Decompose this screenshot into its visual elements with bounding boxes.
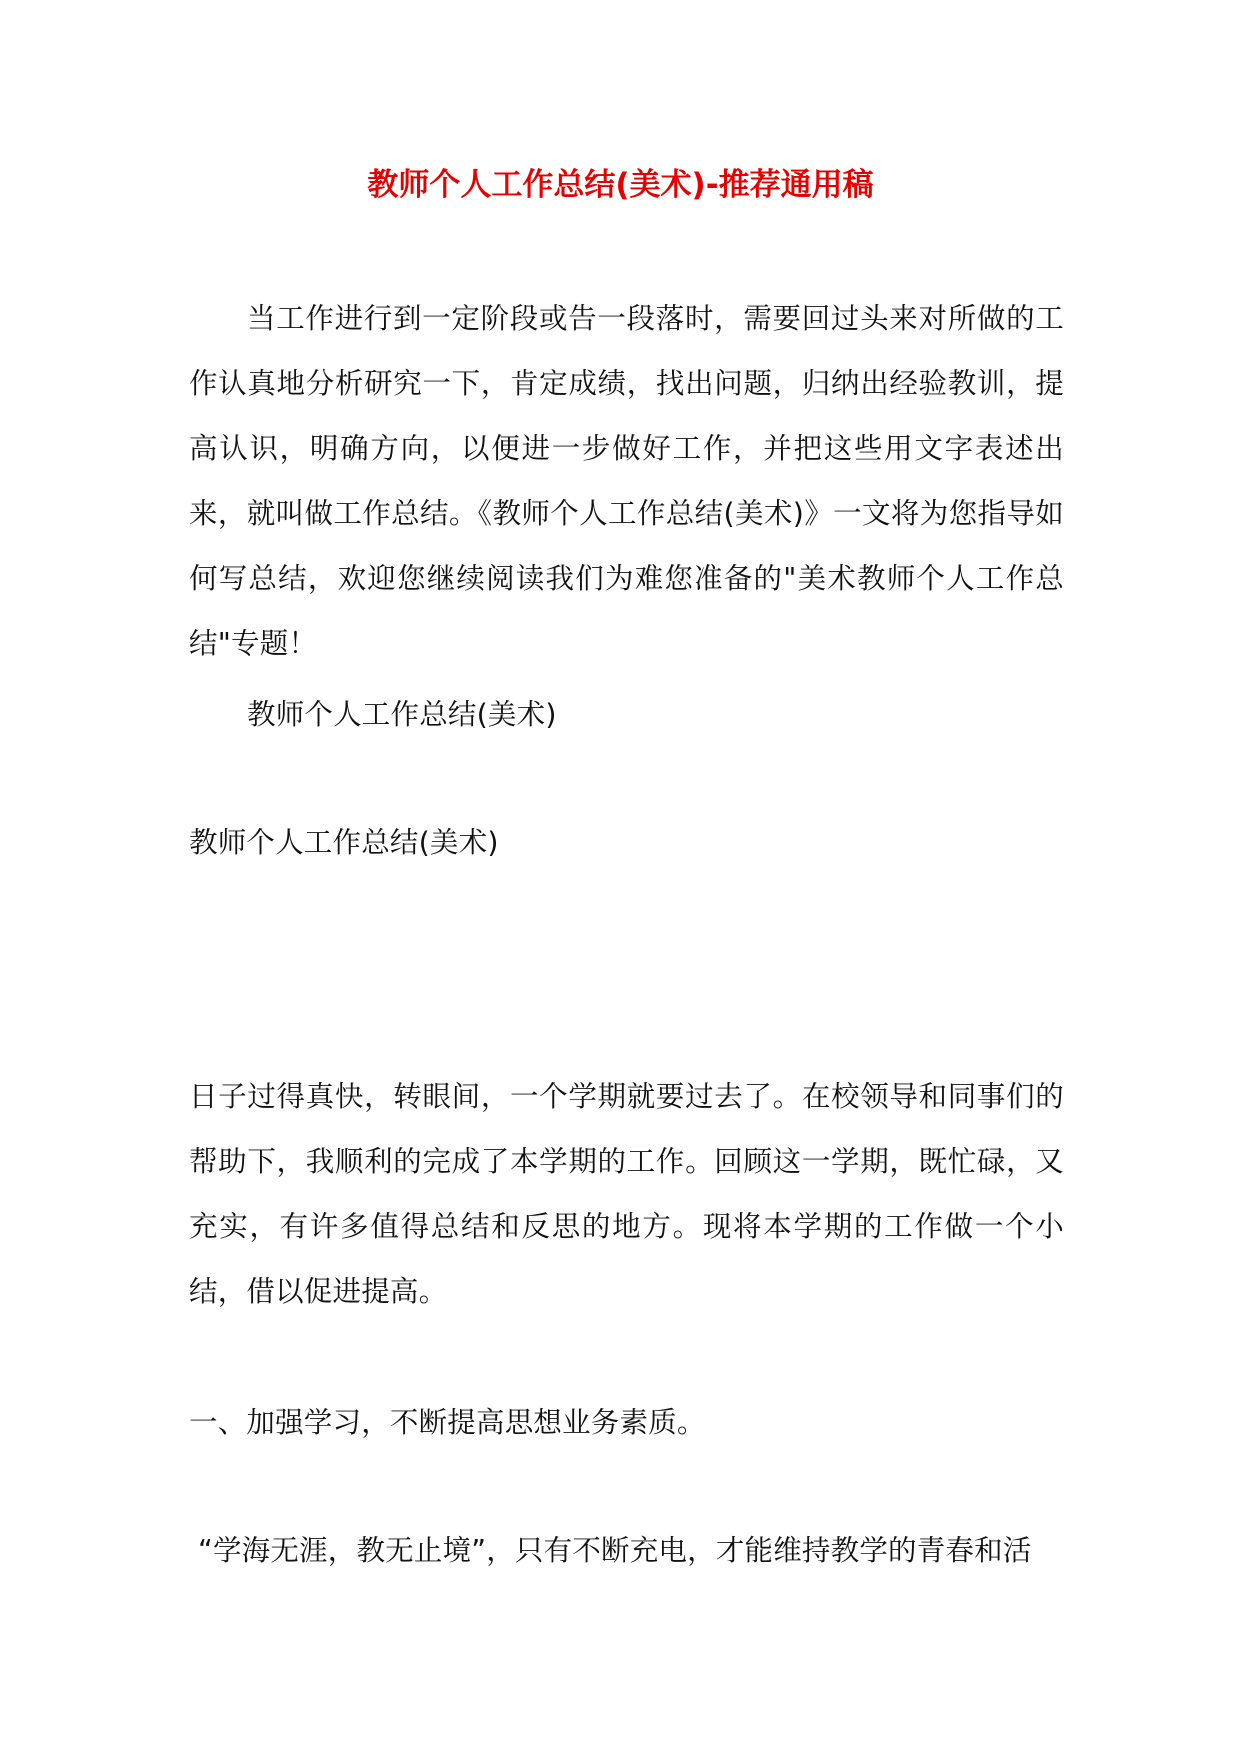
intro-paragraph [189, 286, 1064, 676]
subtitle-plain: 教师个人工作总结(美术) [189, 826, 499, 859]
section-heading: 一、加强学习，不断提高思想业务素质。 [189, 1406, 706, 1439]
body-paragraph [189, 1064, 1064, 1324]
body-paragraph-text: 日子过得真快，转眼间，一个学期就要过去了。在校领导和同事们的帮助下，我顺利的完成了本学期的工作。回顾这一学期，既忙碌，又充实，有许多值得总结和反思的地方。现将本学期的工作做一个小结，借以促进提高。 [189, 1080, 1064, 1308]
intro-text: 当工作进行到一定阶段或告一段落时，需要回过头来对所做的工作认真地分析研究一下，肯定成绩，找出问题，归纳出经验教训，提高认识，明确方向，以便进一步做好工作，并把这些用文字表述出来，就叫做工作总结。《教师个人工作总结(美术)》一文将为您指导如何写总结，欢迎您继续阅读我们为难您准备的"美术教师个人工作总结"专题！ [189, 302, 1064, 660]
subtitle-indented: 教师个人工作总结(美术) [247, 698, 557, 731]
document-title: 教师个人工作总结(美术)-推荐通用稿 [367, 167, 874, 203]
quote-line: “学海无涯，教无止境”，只有不断充电，才能维持教学的青春和活 [198, 1534, 1032, 1567]
